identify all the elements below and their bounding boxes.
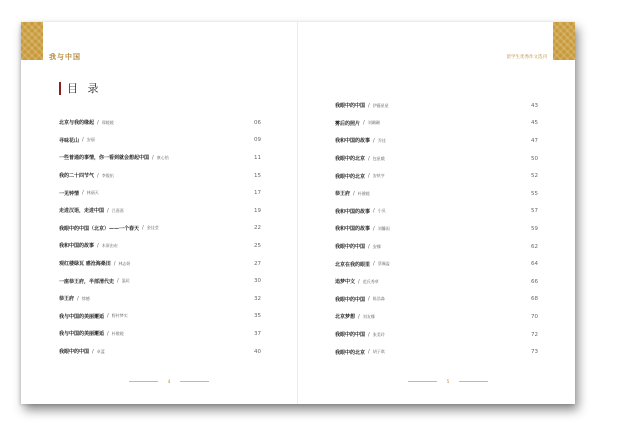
entry-author: 安丽 [86,137,95,143]
toc-entry [59,272,261,290]
entry-separator: / [97,242,99,249]
entry-author: 林丽天 [86,190,99,196]
entry-author: 温玧 [121,278,130,284]
entry-title: 雾后的照片 [335,120,361,127]
toc-entry [335,343,538,361]
entry-separator: / [358,313,360,320]
entry-separator: / [107,313,109,320]
entry-separator: / [82,190,84,197]
entry-page-number: 52 [531,173,538,180]
entry-page-number: 17 [254,190,261,197]
entry-separator: / [113,260,116,267]
entry-separator: / [142,225,144,232]
entry-author: 野村梦实 [111,313,128,319]
entry-title: 我和中国的故事 [335,226,371,233]
entry-separator: / [152,154,154,161]
entry-separator: / [107,207,109,214]
entry-page-number: 72 [531,331,538,338]
toc-entry [335,326,538,344]
toc-entry [59,149,261,167]
entry-author: 小贝 [377,208,386,214]
toc-entry [59,255,261,273]
entry-separator: / [368,331,370,338]
toc-entry [59,290,261,308]
left-page [21,22,298,404]
entry-separator: / [373,208,375,215]
series-title-header: 留学生优秀作文选刊 [506,55,547,60]
toc-entry [335,255,538,273]
page-number: 5 [446,378,450,384]
entry-title: 我眼中的中国（北京）——一个春天 [59,225,140,232]
gold-corner-ornament [553,22,575,60]
toc-heading [59,81,102,95]
entry-author: 蔡佩盈 [377,261,390,267]
entry-separator: / [97,119,99,126]
entry-page-number: 70 [531,313,538,320]
entry-title: 我眼中的中国 [335,296,366,303]
entry-title: 我眼中的北京 [335,156,366,163]
toc-entry [59,132,261,150]
entry-author: 卓蓝 [96,348,105,354]
toc-entry [335,220,538,238]
toc-entry [59,220,261,238]
footer-rule [408,381,437,382]
entry-page-number: 30 [254,278,261,285]
entry-separator: / [358,278,360,285]
entry-title: 我眼中的中国 [335,103,366,110]
entry-author: 张美玲 [372,331,385,337]
entry-author: 安娜 [372,243,381,249]
toc-entry [335,132,538,150]
entry-author: 吕嘉嘉 [111,207,124,213]
entry-author: 刘友娜 [362,313,375,319]
entry-title: 我眼中的中国 [59,349,90,356]
entry-author: 乔佳 [377,137,386,143]
entry-title: 一见钟情 [59,190,80,197]
toc-entry [59,237,261,255]
entry-separator: / [368,296,370,303]
book-spread [21,22,575,404]
entry-author: 包星娥 [372,155,385,161]
entry-page-number: 45 [531,120,538,127]
entry-page-number: 43 [531,102,538,109]
toc-entry [59,325,261,343]
entry-title: 寻味花山 [59,137,80,144]
entry-title: 一座恭王府，半部清代史 [59,278,115,285]
entry-separator: / [368,155,370,162]
entry-separator: / [368,173,370,180]
entry-separator: / [373,261,375,268]
entry-title: 追梦中文 [335,279,356,286]
toc-entry [335,150,538,168]
entry-author: 林志妍 [118,260,131,266]
right-page [298,22,575,404]
entry-separator: / [363,120,365,127]
entry-page-number: 27 [254,260,261,267]
entry-title: 北京在我的眼里 [335,261,371,268]
footer-rule [180,381,209,382]
entry-separator: / [97,172,99,179]
footer-rule [459,381,488,382]
entry-page-number: 15 [254,172,261,179]
toc-entry [335,167,538,185]
page-footer-left [129,378,209,384]
entry-title: 我眼中的北京 [335,173,366,180]
entry-separator: / [353,190,355,197]
gold-corner-ornament [21,22,43,60]
toc-entry [335,203,538,221]
entry-title: 北京梦想 [335,314,356,321]
entry-page-number: 59 [531,225,538,232]
toc-list-right [335,97,538,361]
entry-page-number: 35 [254,313,261,320]
heading-accent-bar [59,82,61,95]
entry-author: 朴健媛 [357,190,370,196]
entry-author: 康心怡 [156,154,169,160]
entry-title: 北京与我的缘起 [59,120,95,127]
entry-separator: / [373,225,375,232]
entry-page-number: 06 [254,119,261,126]
entry-title: 我和中国的故事 [59,243,95,250]
entry-author: 陈浩淼 [372,296,385,302]
entry-title: 我和中国的故事 [335,208,371,215]
toc-entry [335,291,538,309]
entry-title: 恭王府 [59,296,75,303]
entry-page-number: 47 [531,137,538,144]
entry-page-number: 62 [531,243,538,250]
entry-page-number: 09 [254,137,261,144]
entry-separator: / [368,243,370,250]
toc-entry [335,185,538,203]
toc-entry [59,167,261,185]
entry-title: 我眼中的北京 [335,349,366,356]
entry-title: 我与中国的美丽邂逅 [59,313,105,320]
entry-page-number: 22 [254,225,261,232]
entry-separator: / [373,137,375,144]
entry-title: 我的二十四节气 [59,173,95,180]
entry-separator: / [117,278,119,285]
entry-separator: / [77,295,79,302]
entry-page-number: 25 [254,242,261,249]
entry-author: 胡子琪 [372,349,385,355]
toc-entry [335,273,538,291]
entry-author: 金佳莹 [146,225,159,231]
entry-separator: / [368,102,370,109]
entry-page-number: 57 [531,208,538,215]
entry-title: 观红楼绿瓦 感沧海桑田 [59,261,111,268]
book-title-header: 我与中国 [49,52,81,61]
entry-author: 郑媛媛 [101,119,114,125]
entry-author: 安炫亨 [372,173,385,179]
entry-separator: / [368,349,370,356]
entry-page-number: 66 [531,278,538,285]
entry-author: 木原由布 [101,242,118,248]
entry-page-number: 55 [531,190,538,197]
entry-author: 李俊佑 [101,172,114,178]
entry-author: 伊藤星星 [372,102,389,108]
entry-page-number: 73 [531,349,538,356]
entry-author: 刘珊珊 [367,120,380,126]
entry-page-number: 68 [531,296,538,303]
toc-entry [59,114,261,132]
entry-page-number: 50 [531,155,538,162]
toc-entry [335,97,538,115]
toc-entry [335,115,538,133]
entry-author: 徐德 [81,295,90,301]
toc-entry [59,184,261,202]
toc-entry [335,238,538,256]
entry-separator: / [92,348,94,355]
toc-entry [59,308,261,326]
entry-title: 我眼中的中国 [335,332,366,339]
entry-author: 刘馨雨 [377,225,390,231]
entry-title: 恭王府 [335,191,351,198]
toc-entry [335,308,538,326]
entry-title: 我眼中的中国 [335,244,366,251]
entry-title: 我与中国的美丽邂逅 [59,331,105,338]
entry-page-number: 19 [254,207,261,214]
entry-page-number: 32 [254,295,261,302]
entry-page-number: 11 [254,154,261,161]
entry-page-number: 40 [254,348,261,355]
entry-author: 朴敬媛 [111,330,124,336]
footer-rule [129,381,158,382]
page-number: 4 [167,378,171,384]
entry-title: 走进汉语，走进中国 [59,208,105,215]
toc-list-left [59,114,261,360]
entry-title: 一些普通的事情，你一看到就会想起中国 [59,155,150,162]
entry-page-number: 64 [531,261,538,268]
page-footer-right [408,378,488,384]
entry-author: 范氏秀草 [362,278,379,284]
entry-separator: / [107,330,109,337]
toc-entry [59,202,261,220]
toc-title: 目 录 [67,82,102,95]
toc-entry [59,343,261,361]
entry-separator: / [82,137,84,144]
entry-title: 我和中国的故事 [335,138,371,145]
entry-page-number: 37 [254,330,261,337]
